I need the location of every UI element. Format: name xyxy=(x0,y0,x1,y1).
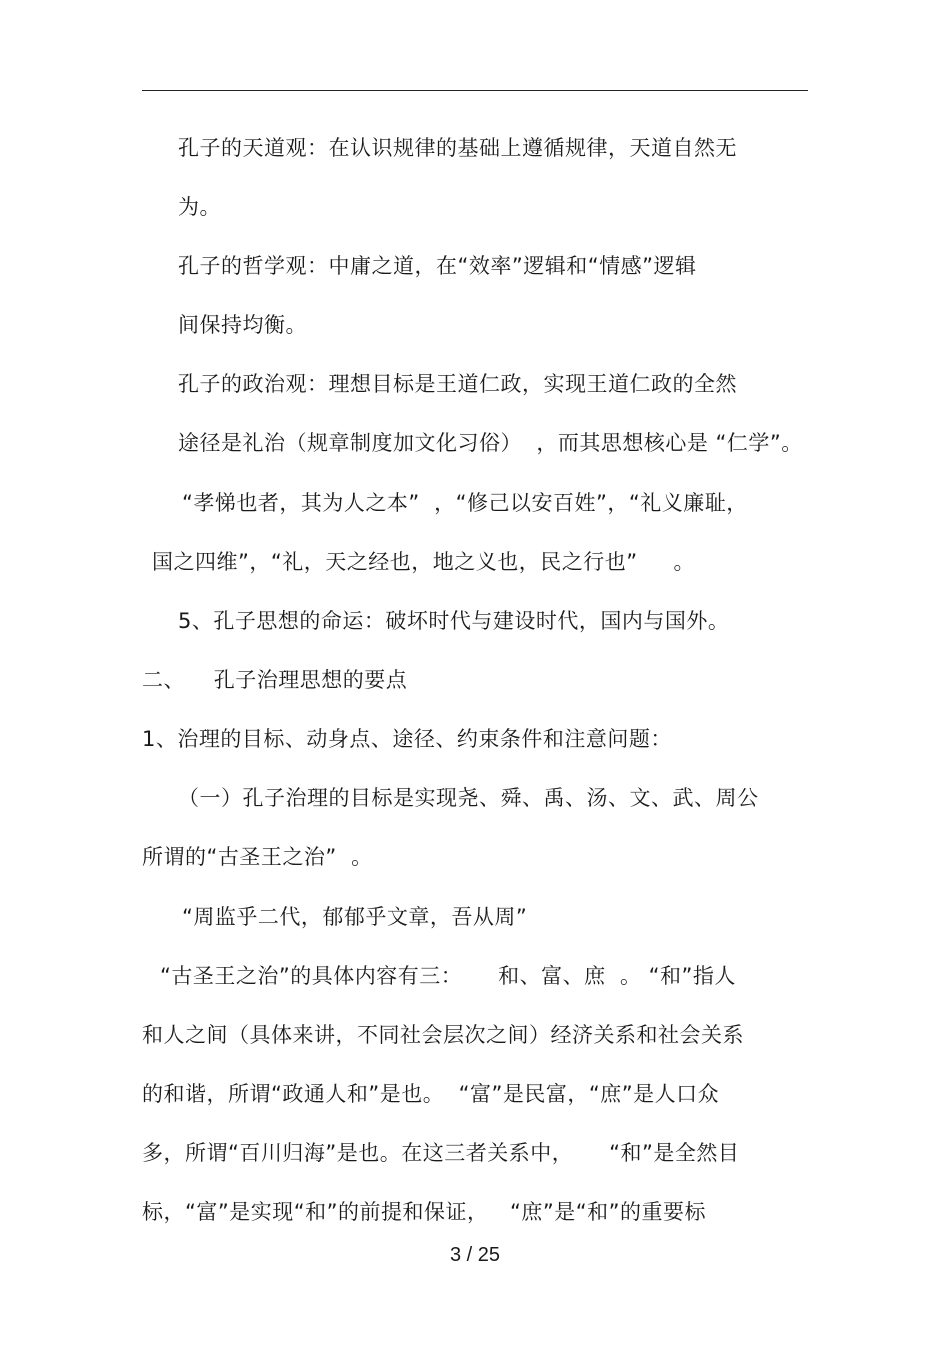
text-line: 孔子的政治观：理想目标是王道仁政，实现王道仁政的全然 xyxy=(178,372,737,396)
header-rule xyxy=(142,90,808,91)
text-line: 为。 xyxy=(178,195,221,219)
text-line: 间保持均衡。 xyxy=(178,313,307,337)
text-line: 的和谐，所谓“政通人和”是也。 “富”是民富，“庶”是人口众 xyxy=(142,1082,720,1106)
text-line: 所谓的“古圣王之治” 。 xyxy=(142,845,373,869)
text-line: 多，所谓“百川归海”是也。在这三者关系中， “和”是全然目 xyxy=(142,1141,740,1165)
section-heading: 二、 孔子治理思想的要点 xyxy=(142,668,408,692)
text-line: “古圣王之治”的具体内容有三： 和、富、庶 。 “和”指人 xyxy=(160,964,736,988)
page-number: 3 / 25 xyxy=(449,1244,501,1266)
text-line: 标，“富”是实现“和”的前提和保证， “庶”是“和”的重要标 xyxy=(142,1200,707,1224)
text-line: 孔子的天道观：在认识规律的基础上遵循规律，天道自然无 xyxy=(178,136,737,160)
text-line: （一）孔子治理的目标是实现尧、舜、禹、汤、文、武、周公 xyxy=(178,786,759,810)
text-line: 孔子的哲学观：中庸之道，在“效率”逻辑和“情感”逻辑 xyxy=(178,254,697,278)
text-line: “孝悌也者，其为人之本” ，“修己以安百姓”，“礼义廉耻， xyxy=(182,491,748,515)
subsection-heading: 1、治理的目标、动身点、途径、约束条件和注意问题： xyxy=(142,727,672,751)
text-line: 国之四维”，“礼，天之经也，地之义也，民之行也” 。 xyxy=(152,550,696,574)
text-line: 和人之间（具体来讲，不同社会层次之间）经济关系和社会关系 xyxy=(142,1023,744,1047)
text-line: 5、孔子思想的命运：破坏时代与建设时代，国内与国外。 xyxy=(178,609,730,633)
quote-line: “周监乎二代，郁郁乎文章，吾从周” xyxy=(182,905,528,929)
text-line: 途径是礼治（规章制度加文化习俗） ，而其思想核心是 “仁学”。 xyxy=(178,431,803,455)
